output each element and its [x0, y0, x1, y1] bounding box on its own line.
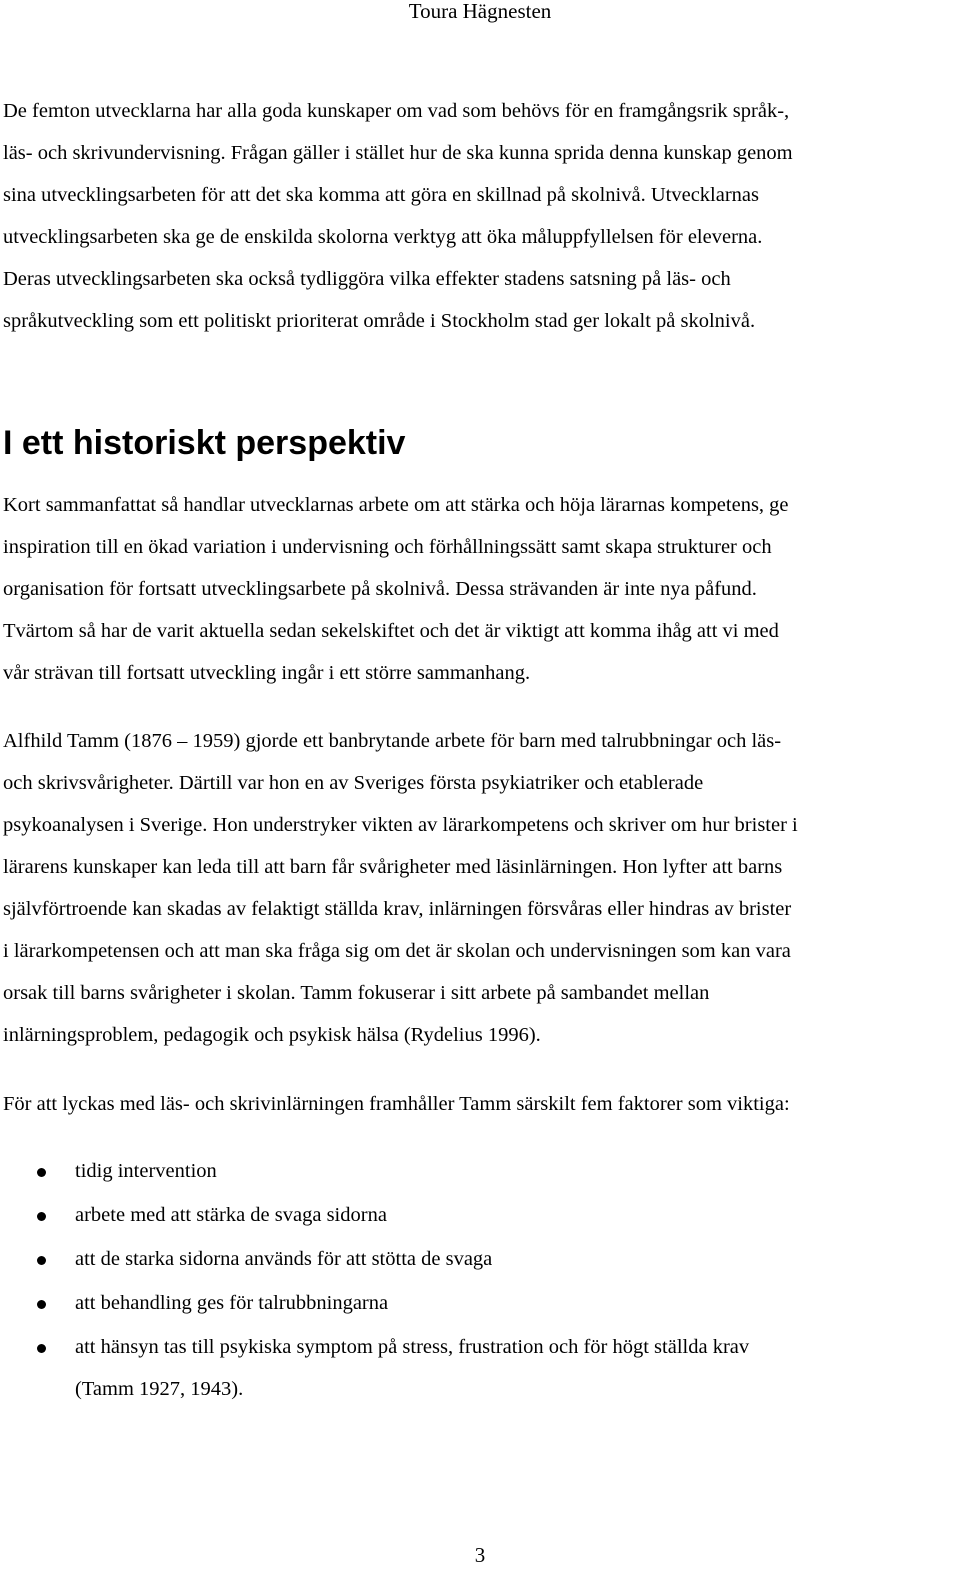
list-item [0, 1194, 940, 1236]
paragraph-line: Deras utvecklingsarbeten ska också tydliggöra vilka effekter stadens satsning på läs- och [3, 268, 731, 290]
paragraph-line: utvecklingsarbeten ska ge de enskilda skolorna verktyg att öka måluppfyllelsen för eleverna. [3, 226, 763, 248]
paragraph-line: Alfhild Tamm (1876 – 1959) gjorde ett banbrytande arbete för barn med talrubbningar och läs- [3, 730, 782, 752]
list-item-text: (Tamm 1927, 1943). [75, 1378, 244, 1400]
list-item [0, 1238, 940, 1280]
bullet-icon [37, 1256, 46, 1265]
paragraph-line: inlärningsproblem, pedagogik och psykisk hälsa (Rydelius 1996). [3, 1024, 541, 1046]
list-item [0, 1282, 940, 1324]
bullet-icon [37, 1212, 46, 1221]
section-paragraph-3 [3, 1083, 955, 1125]
paragraph-line: sina utvecklingsarbeten för att det ska komma att göra en skillnad på skolnivå. Utvecklarnas [3, 184, 759, 206]
section-paragraph-1 [3, 484, 955, 694]
bullet-icon [37, 1344, 46, 1353]
paragraph-line: och skrivsvårigheter. Därtill var hon en av Sveriges första psykiatriker och etablerade [3, 772, 704, 794]
paragraph-line: inspiration till en ökad variation i undervisning och förhållningssätt samt skapa strukturer och [3, 536, 772, 558]
paragraph-line: språkutveckling som ett politiskt prioriterat område i Stockholm stad ger lokalt på skolnivå. [3, 310, 756, 332]
bullet-icon [37, 1300, 46, 1309]
paragraph-line: De femton utvecklarna har alla goda kunskaper om vad som behövs för en framgångsrik språk-, [3, 100, 790, 122]
paragraph-line: läs- och skrivundervisning. Frågan gäller i stället hur de ska kunna sprida denna kunskap genom [3, 142, 793, 164]
paragraph-line: självförtroende kan skadas av felaktigt ställda krav, inlärningen försvåras eller hindras av brister [3, 898, 792, 920]
paragraph-line: organisation för fortsatt utvecklingsarbete på skolnivå. Dessa strävanden är inte nya påfund. [3, 578, 757, 600]
list-item-text: att de starka sidorna används för att stötta de svaga [75, 1248, 493, 1270]
list-item-text: att behandling ges för talrubbningarna [75, 1292, 389, 1314]
paragraph-line: orsak till barns svårigheter i skolan. Tamm fokuserar i sitt arbete på sambandet mellan [3, 982, 710, 1004]
paragraph-line: Tvärtom så har de varit aktuella sedan sekelskiftet och det är viktigt att komma ihåg att vi med [3, 620, 779, 642]
page-number: 3 [474, 1543, 486, 1567]
section-paragraph-2 [3, 720, 955, 1056]
intro-paragraph [3, 90, 955, 342]
list-item [0, 1150, 940, 1192]
list-item [0, 1326, 940, 1410]
list-item-text: att hänsyn tas till psykiska symptom på stress, frustration och för högt ställda krav [75, 1336, 750, 1358]
paragraph-line: psykoanalysen i Sverige. Hon understryker vikten av lärarkompetens och skriver om hur brister i [3, 814, 798, 836]
factor-list [0, 1150, 940, 1412]
bullet-icon [37, 1168, 46, 1177]
paragraph-line: För att lyckas med läs- och skrivinlärningen framhåller Tamm särskilt fem faktorer som viktiga: [3, 1093, 790, 1115]
paragraph-line: Kort sammanfattat så handlar utvecklarnas arbete om att stärka och höja lärarnas kompetens, ge [3, 494, 789, 516]
section-heading: I ett historiskt perspektiv [3, 424, 406, 462]
list-item-text: arbete med att stärka de svaga sidorna [75, 1204, 387, 1226]
running-header: Toura Hägnesten [408, 0, 552, 23]
paragraph-line: lärarens kunskaper kan leda till att barn får svårigheter med läsinlärningen. Hon lyfter att barns [3, 856, 783, 878]
list-item-text: tidig intervention [75, 1160, 217, 1182]
paragraph-line: i lärarkompetensen och att man ska fråga sig om det är skolan och undervisningen som kan vara [3, 940, 791, 962]
paragraph-line: vår strävan till fortsatt utveckling ingår i ett större sammanhang. [3, 662, 531, 684]
